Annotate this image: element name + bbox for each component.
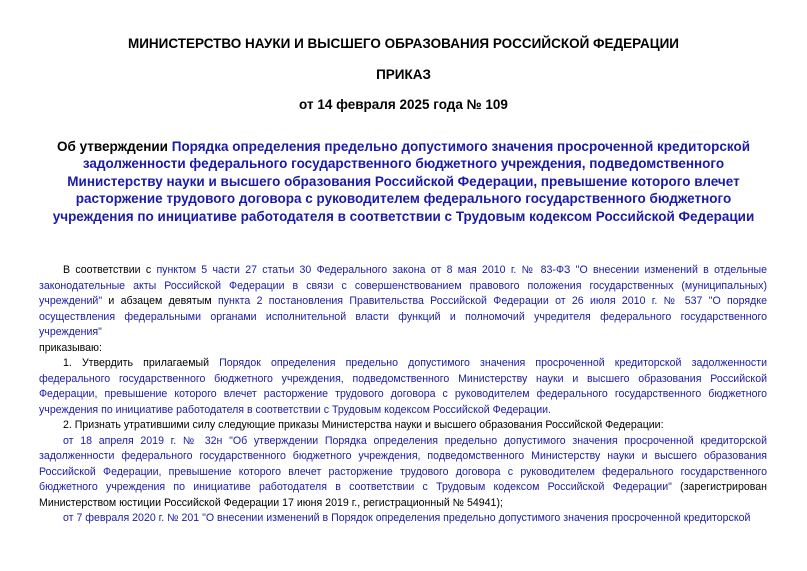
resolution-537-link[interactable]: пункта 2 постановления Правительства Российской Федерации от 26 июля 2010 г. № 537 "О порядке осуществления федеральными органами исполнительной власти функций и полномочий учредителя федерального государственного учреждения" [39,295,767,338]
order-201-link[interactable]: от 7 февраля 2020 г. № 201 "О внесении изменений в Порядок определения предельно допустимого значения просроченной кредиторской [63,512,751,524]
item-1-start: 1. Утвердить прилагаемый [63,357,220,369]
title-prefix: Об утверждении [57,139,172,154]
item-2-paragraph: 2. Признать утратившими силу следующие приказы Министерства науки и высшего образования Российской Федерации: [63,419,664,431]
order-date: от 14 февраля 2025 года № 109 [299,97,508,112]
preamble-start: В соответствии с [63,264,157,276]
title-link[interactable]: Порядка определения предельно допустимого значения просроченной кредиторской задолженности федерального государственного бюджетного учреждения, подведомственного Министерству науки и высшего образования Российской Федерации, превышение которого влечет расторжение трудового договора с руководителем федерального государственного бюджетного учреждения по инициативе работодателя в соответствии с Трудовым кодексом Российской Федерации [52,139,755,224]
order-label: ПРИКАЗ [376,67,431,82]
order-32n-registration: (зарегистрирован Министерством юстиции Российской Федерации 17 июня 2019 г., регистрационный № 54941); [39,481,767,509]
document-body [39,263,767,527]
repealed-order-1-paragraph [39,434,767,512]
preamble-paragraph [39,263,767,341]
procedure-link[interactable]: Порядок определения предельно допустимого значения просроченной кредиторской задолженности федерального государственного бюджетного учреждения, подведомственного Министерству науки и высшего образования Российской Федерации, превышение которого влечет расторжение трудового договора с руководителем федерального государственного бюджетного учреждения по инициативе работодателя в соответствии с Трудовым кодексом Российской Федерации. [39,357,767,416]
ministry-name: МИНИСТЕРСТВО НАУКИ И ВЫСШЕГО ОБРАЗОВАНИЯ РОССИЙСКОЙ ФЕДЕРАЦИИ [127,36,680,51]
law-83fz-link[interactable]: пунктом 5 части 27 статьи 30 Федерального закона от 8 мая 2010 г. № 83-ФЗ "О внесении изменений в отдельные законодательные акты Российской Федерации в связи с совершенствованием правового положения государственных (муниципальных) учреждений" [39,264,768,307]
document-title [40,138,767,225]
repealed-order-2-paragraph [39,511,767,527]
item-1-paragraph [39,356,767,418]
order-32n-link[interactable]: от 18 апреля 2019 г. № 32н "Об утверждении Порядка определения предельно допустимого значения просроченной кредиторской задолженности федерального государственного бюджетного учреждения, подведомственного Министерству науки и высшего образования Российской Федерации, превышение которого влечет расторжение трудового договора с руководителем федерального государственного бюджетного учреждения по инициативе работодателя в соответствии с Трудовым кодексом Российской Федерации" [39,434,767,493]
order-word: приказываю: [39,341,102,354]
preamble-mid: и абзацем девятым [102,295,218,307]
